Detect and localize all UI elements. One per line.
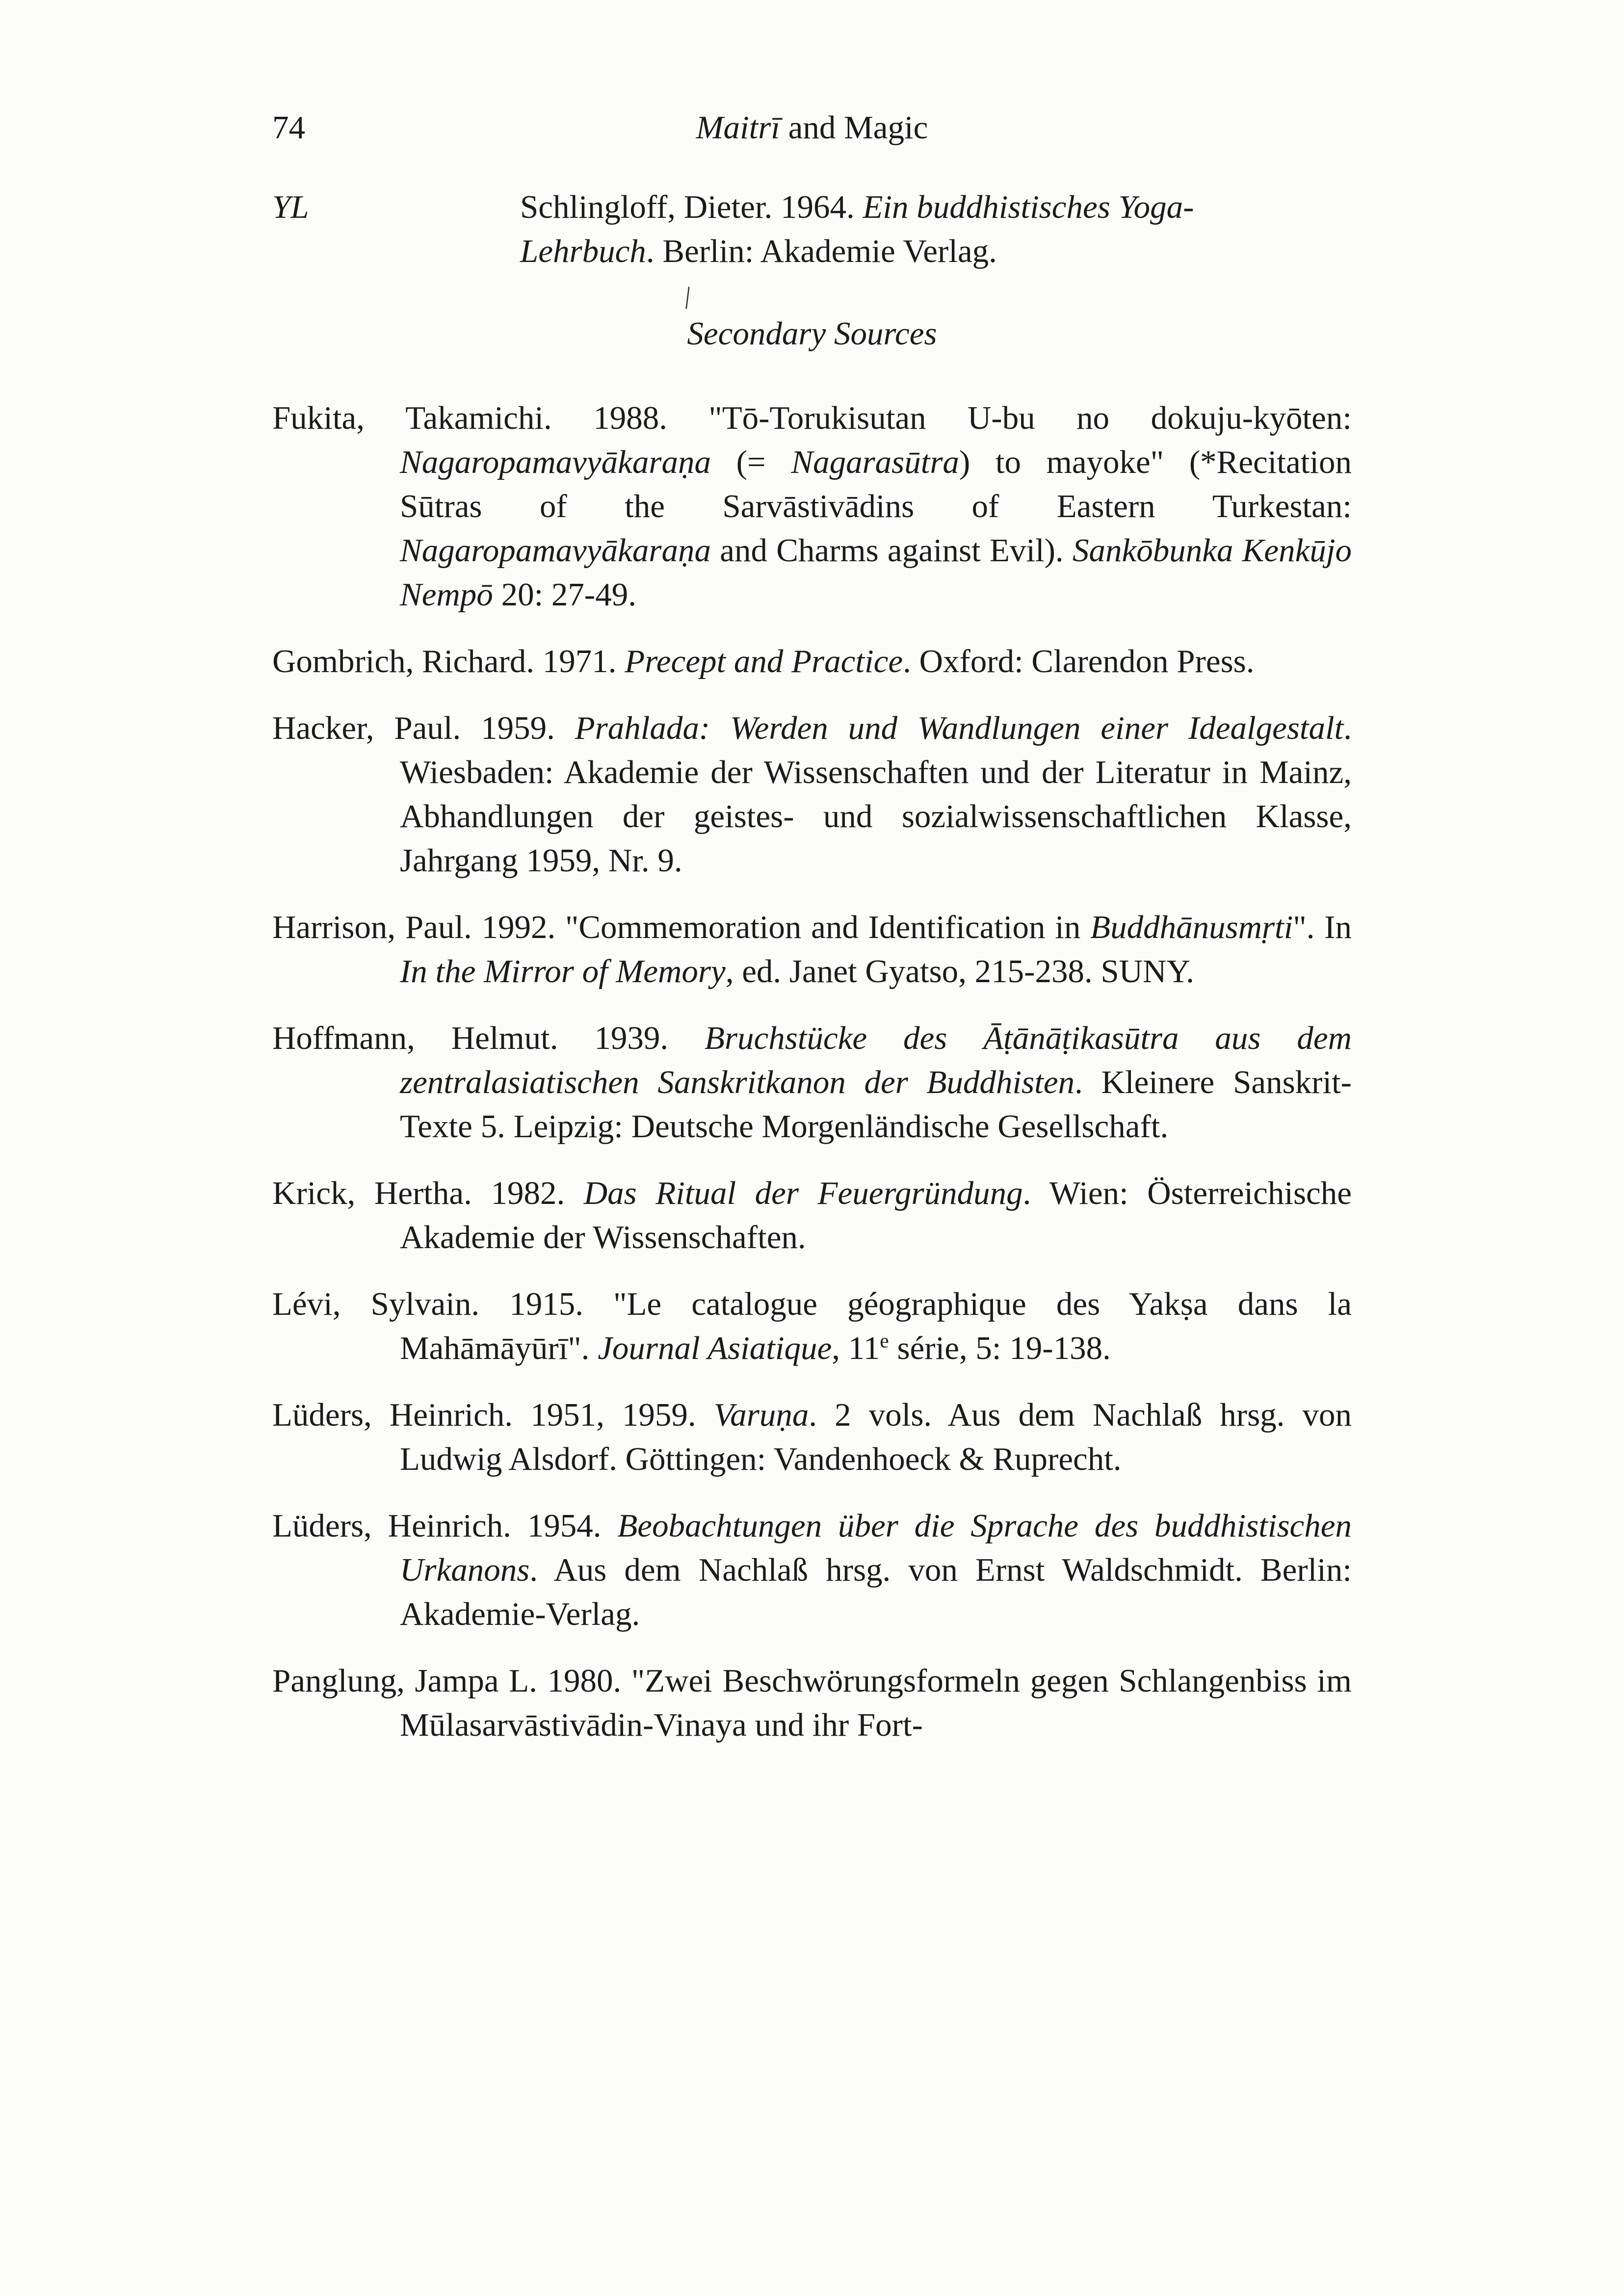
text-run: Panglung, Jampa L. 1980. "Zwei Beschwörungsformeln gegen Schlangenbiss im Mūlasarvāstivādin-Vinaya und ihr Fort- bbox=[272, 1663, 1352, 1743]
text-run: Hoffmann, Helmut. 1939. bbox=[272, 1020, 705, 1056]
italic-run: Nagarasūtra bbox=[791, 444, 959, 480]
text-run: Gombrich, Richard. 1971. bbox=[272, 643, 625, 679]
italic-run: Varuṇa bbox=[713, 1397, 809, 1433]
text-run: . Oxford: Clarendon Press. bbox=[903, 643, 1255, 679]
abbreviation-label: YL bbox=[272, 189, 309, 225]
italic-run: Journal Asiatique bbox=[598, 1330, 832, 1366]
text-run: Lüders, Heinrich. 1954. bbox=[272, 1508, 618, 1544]
text-run: série, 5: 19-138. bbox=[889, 1330, 1111, 1366]
bibliography-entry bbox=[272, 706, 1352, 883]
italic-run: Prahlada: Werden und Wandlungen einer Idealgestalt bbox=[575, 710, 1344, 746]
italic-run: Nagaropamavyākaraṇa bbox=[400, 532, 711, 569]
text-run: Hacker, Paul. 1959. bbox=[272, 710, 575, 746]
italic-run: Maitrī bbox=[696, 109, 780, 146]
bibliography-entry bbox=[272, 1016, 1352, 1148]
italic-run: In the Mirror of Memory bbox=[400, 953, 726, 990]
bibliography-entry bbox=[272, 1393, 1352, 1481]
italic-run: Das Ritual der Feuergründung bbox=[583, 1175, 1023, 1211]
text-run: 20: 27-49. bbox=[493, 576, 636, 613]
text-run: Lüders, Heinrich. 1951, 1959. bbox=[272, 1397, 714, 1433]
text-run: . Aus dem Nachlaß hrsg. von Ernst Waldschmidt. Berlin: Akademie-Verlag. bbox=[400, 1552, 1352, 1632]
text-run: . Wien: Österreichische Akademie der Wissenschaften. bbox=[400, 1175, 1352, 1255]
text-run: , 11 bbox=[832, 1330, 880, 1366]
text-run: Schlingloff, Dieter. 1964. bbox=[520, 189, 863, 225]
bibliography-entry bbox=[272, 1171, 1352, 1259]
text-run: . Wiesbaden: Akademie der Wissenschaften und der Literatur in Mainz, Abhandlungen der geistes- und sozialwissenschaftlichen Klasse, Jahrgang 1959, Nr. 9. bbox=[400, 710, 1352, 879]
text-run: (= bbox=[710, 444, 791, 480]
text-run: . Berlin: Akademie Verlag. bbox=[646, 233, 997, 269]
section-heading: Secondary Sources bbox=[687, 315, 937, 352]
italic-run: Nagaropamavyākaraṇa bbox=[400, 444, 711, 480]
italic-run: Precept and Practice bbox=[625, 643, 903, 679]
italic-run: Sankōbunka Kenkūjo Nempō bbox=[400, 532, 1352, 613]
text-run: ". In bbox=[1293, 909, 1352, 945]
section-heading-wrap bbox=[272, 281, 1352, 356]
page-number: 74 bbox=[272, 109, 305, 146]
italic-run: Bruchstücke des Āṭānāṭikasūtra aus dem zentralasiatischen Sanskritkanon der Buddhisten bbox=[400, 1020, 1352, 1100]
page-content bbox=[272, 105, 1352, 1770]
abbreviation-text bbox=[520, 185, 1256, 273]
italic-run: Buddhānusmṛti bbox=[1090, 909, 1293, 945]
text-run: e bbox=[880, 1329, 889, 1352]
italic-run: Ein buddhistisches Yoga-Lehrbuch bbox=[520, 189, 1194, 269]
bibliography-entry bbox=[272, 1659, 1352, 1747]
stray-ink-mark: | bbox=[683, 281, 692, 310]
abbreviation-entry bbox=[272, 185, 1352, 273]
text-run: Lévi, Sylvain. 1915. "Le catalogue géographique des Yakṣa dans la Mahāmāyūrī". bbox=[272, 1286, 1352, 1366]
text-run: . Kleinere Sanskrit-Texte 5. Leipzig: Deutsche Morgenländische Gesellschaft. bbox=[400, 1064, 1352, 1145]
bibliography-entry bbox=[272, 396, 1352, 617]
text-run: Fukita, Takamichi. 1988. "Tō-Torukisutan U-bu no dokuju-kyōten: bbox=[272, 400, 1352, 436]
bibliography-entry bbox=[272, 905, 1352, 993]
running-title bbox=[272, 105, 1352, 150]
bibliography-entry bbox=[272, 639, 1352, 683]
bibliography-entry bbox=[272, 1504, 1352, 1636]
text-run: and Magic bbox=[780, 109, 928, 146]
page-header bbox=[272, 105, 1352, 150]
text-run: and Charms against Evil). bbox=[710, 532, 1073, 569]
italic-run: Beobachtungen über die Sprache des buddhistischen Urkanons bbox=[400, 1508, 1352, 1588]
text-run: , ed. Janet Gyatso, 215-238. SUNY. bbox=[725, 953, 1194, 990]
text-run: Krick, Hertha. 1982. bbox=[272, 1175, 584, 1211]
bibliography-list bbox=[272, 396, 1352, 1747]
text-run: . 2 vols. Aus dem Nachlaß hrsg. von Ludwig Alsdorf. Göttingen: Vandenhoeck & Ruprecht. bbox=[400, 1397, 1352, 1477]
bibliography-entry bbox=[272, 1282, 1352, 1370]
text-run: ) to mayoke" (*Recitation Sūtras of the Sarvāstivādins of Eastern Turkestan: bbox=[400, 444, 1352, 524]
text-run: Harrison, Paul. 1992. "Commemoration and Identification in bbox=[272, 909, 1091, 945]
